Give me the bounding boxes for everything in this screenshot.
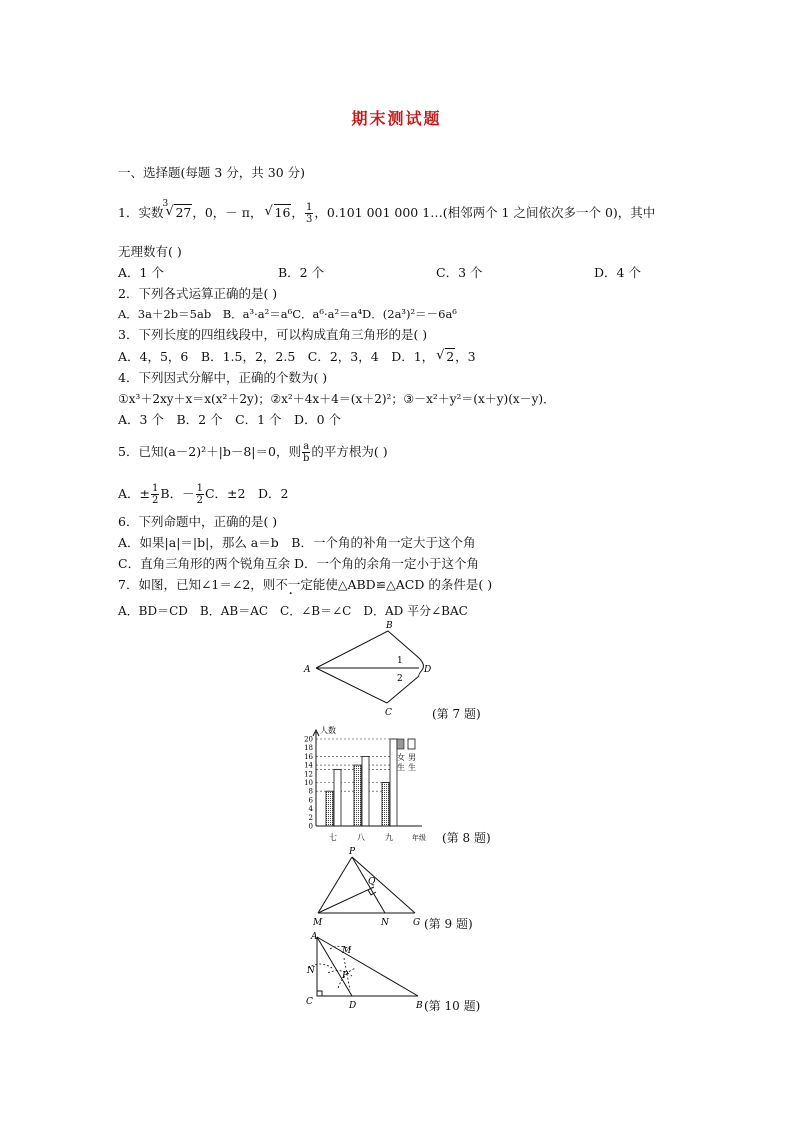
y-tick-label: 2 (308, 813, 313, 822)
bar-boy (334, 769, 341, 826)
segment-ab (316, 631, 388, 668)
radical-sign: √ (436, 348, 445, 363)
question-4-items: ①x³＋2xy＋x＝x(x²＋2y)；②x²＋4x＋4＝(x＋2)²；③－x²＋y²＝(x＋y)(x－y)． (118, 392, 556, 406)
segment-ac (316, 668, 387, 703)
cube-root-27 (162, 199, 192, 221)
label-m: M (342, 946, 352, 956)
question-5-stem (118, 441, 388, 464)
q1-num: 1．实数 (118, 205, 164, 220)
sqrt-16 (265, 205, 292, 221)
bar-girl (326, 791, 333, 826)
label-angle-1: 1 (397, 656, 403, 666)
sqrt-2 (436, 349, 455, 365)
y-tick-label: 16 (304, 752, 313, 761)
segment-pg (352, 857, 415, 913)
y-tick-label: 18 (304, 744, 313, 753)
figure-10-caption: (第 10 题) (424, 999, 481, 1013)
legend-swatch-girl (397, 739, 404, 749)
figure-9-caption: (第 9 题) (424, 917, 473, 931)
q1-option-a: A．1 个 (118, 265, 164, 280)
numerator: 1 (196, 483, 203, 494)
label-n: N (307, 966, 315, 976)
label-a: A (304, 665, 311, 675)
q1-option-b: B．2 个 (278, 265, 325, 280)
q1-option-c: C．3 个 (436, 265, 483, 280)
fraction-one-third (305, 202, 313, 225)
q7-stem-post: 能使△ABD≌△ACD 的条件是( ) (312, 577, 493, 592)
x-tick-label: 七 (329, 833, 337, 842)
y-tick-label: 14 (304, 761, 313, 770)
question-7-stem (118, 577, 492, 593)
q3-options-pre: A．4，5，6 B．1.5，2，2.5 C．2，3，4 D．1， (118, 349, 435, 364)
figure-8-chart (286, 722, 446, 848)
y-tick-label: 10 (304, 779, 313, 787)
bar-girl (354, 765, 361, 826)
y-tick-label: 12 (304, 770, 313, 779)
legend-swatch-boy (408, 739, 415, 749)
root-index: 3 (162, 199, 169, 209)
q1-mid: ，0，－ π， (192, 205, 263, 220)
question-3-options (118, 349, 476, 365)
radicand: 16 (274, 205, 291, 220)
label-b: B (416, 1001, 423, 1011)
q1-tail: ，0.101 001 000 1…(相邻两个 1 之间依次多一个 0)，其中 (314, 205, 656, 220)
numerator: 1 (152, 483, 159, 494)
label-d: D (424, 665, 432, 675)
x-tick-label: 八 (357, 833, 365, 842)
question-6-options-ab: A．如果|a|＝|b|，那么 a＝b B．一个角的补角一定大于这个角 (118, 535, 476, 550)
question-1-line2: 无理数有( ) (118, 244, 182, 259)
label-p: P (342, 971, 349, 981)
question-1-stem: 1．实数 3 √ 27，0，－ π， √ 16， $\frac{1}{3}$ ，0.101 001 000 1…(相邻两个 1 之间依次多一个 0)，其中 (118, 202, 655, 225)
radicand: 27 (175, 205, 192, 220)
radicand: 2 (446, 349, 455, 364)
question-2-options: A．3a＋2b＝5ab B．a³·a²＝a⁶C．a⁶·a²＝a⁴D．(2a³)²＝－6a⁶ (118, 307, 457, 321)
segment-bd (388, 631, 419, 658)
y-tick-label: 0 (308, 822, 313, 831)
y-tick-label: 20 (304, 735, 313, 744)
figure-9-diagram (305, 845, 435, 935)
question-6-stem: 6．下列命题中，正确的是( ) (118, 514, 278, 529)
q7-stem-pre: 7．如图，已知∠1＝∠2，则 (118, 577, 276, 592)
bar-girl (382, 783, 389, 827)
question-4-options: A．3 个 B．2 个 C．1 个 D．0 个 (118, 412, 342, 427)
question-2-stem: 2．下列各式运算正确的是( ) (118, 286, 278, 301)
label-angle-2: 2 (397, 674, 403, 684)
label-n: N (381, 918, 389, 928)
denominator: b (302, 453, 310, 464)
q5-option-a: A．± (118, 486, 151, 501)
q5-option-rest: C．±2 D．2 (204, 486, 289, 501)
question-7-options: A．BD＝CD B．AB＝AC C．∠B＝∠C D．AD 平分∠BAC (118, 604, 468, 618)
right-angle-mark (317, 991, 322, 996)
figure-10-diagram (300, 930, 430, 1015)
segment-cd (387, 676, 419, 703)
y-tick-label: 4 (308, 805, 313, 814)
label-c: C (385, 708, 392, 718)
radical-sign: √ (264, 204, 273, 219)
legend-label-boy: 男生 (408, 753, 416, 772)
figure-8-caption: (第 8 题) (442, 831, 491, 845)
figure-7-caption: (第 7 题) (432, 707, 481, 721)
y-tick-label: 6 (308, 796, 313, 805)
denominator: 2 (196, 495, 203, 506)
numerator: a (303, 441, 310, 452)
bar-boy (390, 739, 397, 826)
y-tick-label: 8 (308, 787, 313, 796)
x-axis-label: 年级 (412, 834, 426, 842)
right-angle-mark (419, 658, 424, 676)
fraction-half (196, 483, 204, 506)
q3-options-post: ，3 (455, 349, 476, 364)
legend-label-girl: 女生 (397, 753, 405, 772)
denominator: 2 (152, 495, 159, 506)
emphasis-text: 不一定 (275, 577, 313, 592)
section-heading: 一、选择题(每题 3 分，共 30 分) (118, 165, 306, 180)
bar-boy (362, 756, 369, 826)
question-6-options-cd: C．直角三角形的两个锐角互余 D．一个角的余角一定小于这个角 (118, 556, 480, 571)
question-3-stem: 3．下列长度的四组线段中，可以构成直角三角形的是( ) (118, 327, 428, 342)
q5-stem-post: 的平方根为( ) (311, 444, 388, 459)
label-g: G (413, 918, 421, 928)
numerator: 1 (305, 202, 313, 213)
label-p: P (349, 847, 356, 857)
label-d: D (349, 1001, 357, 1011)
x-tick-label: 九 (385, 833, 393, 842)
fraction-a-over-b (302, 441, 310, 464)
fraction-half (151, 483, 159, 506)
label-b: B (386, 621, 393, 631)
q5-stem-pre: 5．已知(a－2)²＋|b－8|＝0，则 (118, 444, 301, 459)
label-m: M (313, 918, 323, 928)
page-title: 期末测试题 (351, 109, 442, 128)
segment-ab (317, 937, 418, 996)
y-axis-label: 人数 (320, 726, 336, 735)
q1-option-d: D．4 个 (594, 265, 641, 280)
denominator: 3 (305, 214, 313, 225)
radical-sign: √ (165, 204, 174, 219)
label-c: C (306, 997, 313, 1007)
question-5-options (118, 483, 288, 506)
label-q: Q (368, 877, 376, 887)
q5-option-b: B．－ (160, 486, 195, 501)
label-a: A (311, 932, 318, 942)
question-4-stem: 4．下列因式分解中，正确的个数为( ) (118, 370, 328, 385)
